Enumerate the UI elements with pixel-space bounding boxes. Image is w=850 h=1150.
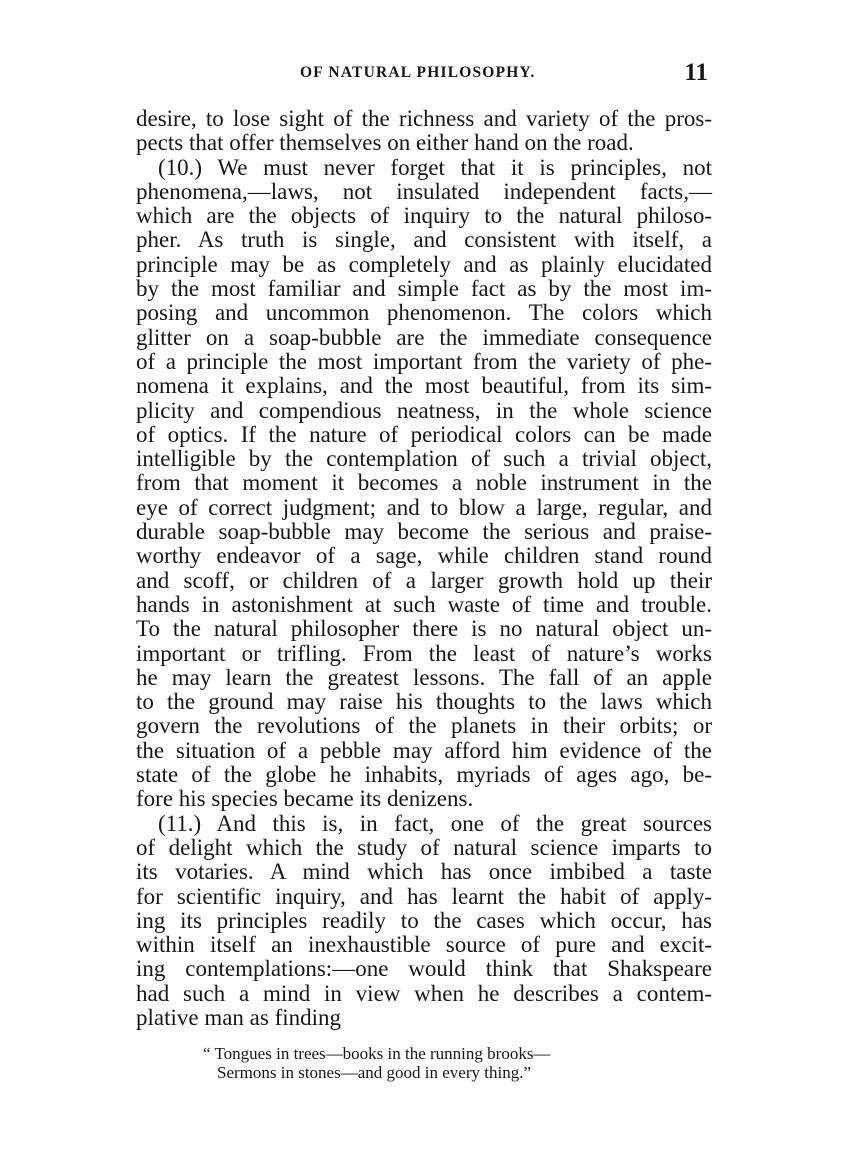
text-line: nomena it explains, and the most beautiful, from its sim- <box>136 373 712 399</box>
text-line: intelligible by the contemplation of such a trivial object, <box>136 446 712 472</box>
text-line: which are the objects of inquiry to the natural philoso- <box>136 203 712 229</box>
text-line: ing its principles readily to the cases which occur, has <box>136 907 712 933</box>
text-line: he may learn the greatest lessons. The fall of an apple <box>136 664 712 690</box>
text-line: from that moment it becomes a noble instrument in the <box>136 470 712 496</box>
text-line: fore his species became its denizens. <box>136 786 474 812</box>
text-line: the situation of a pebble may afford him evidence of the <box>136 737 712 763</box>
text-line: eye of correct judgment; and to blow a large, regular, and <box>136 494 712 520</box>
text-line: within itself an inexhaustible source of pure and excit- <box>136 932 712 958</box>
text-line: to the ground may raise his thoughts to the laws which <box>136 689 712 715</box>
text-line: To the natural philosopher there is no natural object un- <box>136 616 712 642</box>
text-line: of a principle the most important from the variety of phe- <box>136 348 712 374</box>
paragraph-10-start: (10.) We must never forget that it is principles, not <box>158 154 712 180</box>
text-line: durable soap-bubble may become the serious and praise- <box>136 519 712 545</box>
text-line: glitter on a soap-bubble are the immediate consequence <box>136 324 712 350</box>
text-line: of optics. If the nature of periodical colors can be made <box>136 421 712 447</box>
running-title: OF NATURAL PHILOSOPHY. <box>300 64 536 81</box>
quote-line: “ Tongues in trees—books in the running brooks— <box>203 1044 551 1063</box>
body-text <box>136 107 712 1030</box>
text-line: plative man as finding <box>136 1004 342 1030</box>
text-line: its votaries. A mind which has once imbibed a taste <box>136 859 712 885</box>
text-line: principle may be as completely and as plainly elucidated <box>136 251 712 277</box>
text-line: hands in astonishment at such waste of time and trouble. <box>136 591 712 617</box>
text-line: by the most familiar and simple fact as by the most im- <box>136 276 712 302</box>
text-line: of delight which the study of natural science imparts to <box>136 834 712 860</box>
text-line: worthy endeavor of a sage, while children stand round <box>136 543 712 569</box>
running-head <box>136 59 712 90</box>
text-line: plicity and compendious neatness, in the whole science <box>136 397 712 423</box>
text-line: had such a mind in view when he describes a contem- <box>136 980 712 1006</box>
block-quote <box>203 1044 550 1082</box>
text-line: govern the revolutions of the planets in their orbits; or <box>136 713 712 739</box>
text-line: pects that offer themselves on either hand on the road. <box>136 130 634 156</box>
text-line: ing contemplations:—one would think that Shakspeare <box>136 956 712 982</box>
text-line: state of the globe he inhabits, myriads of ages ago, be- <box>136 762 712 788</box>
text-line: and scoff, or children of a larger growth hold up their <box>136 567 712 593</box>
text-line: pher. As truth is single, and consistent with itself, a <box>136 227 712 253</box>
quote-line: Sermons in stones—and good in every thing.” <box>217 1063 531 1082</box>
text-line: posing and uncommon phenomenon. The colors which <box>136 300 712 326</box>
text-line: desire, to lose sight of the richness and variety of the pros- <box>136 106 712 131</box>
text-line: important or trifling. From the least of nature’s works <box>136 640 712 666</box>
page-number: 11 <box>684 59 708 86</box>
text-line: for scientific inquiry, and has learnt the habit of apply- <box>136 883 712 909</box>
paragraph-11-start: (11.) And this is, in fact, one of the great sources <box>158 810 712 836</box>
text-line: phenomena,—laws, not insulated independent facts,— <box>136 178 712 204</box>
